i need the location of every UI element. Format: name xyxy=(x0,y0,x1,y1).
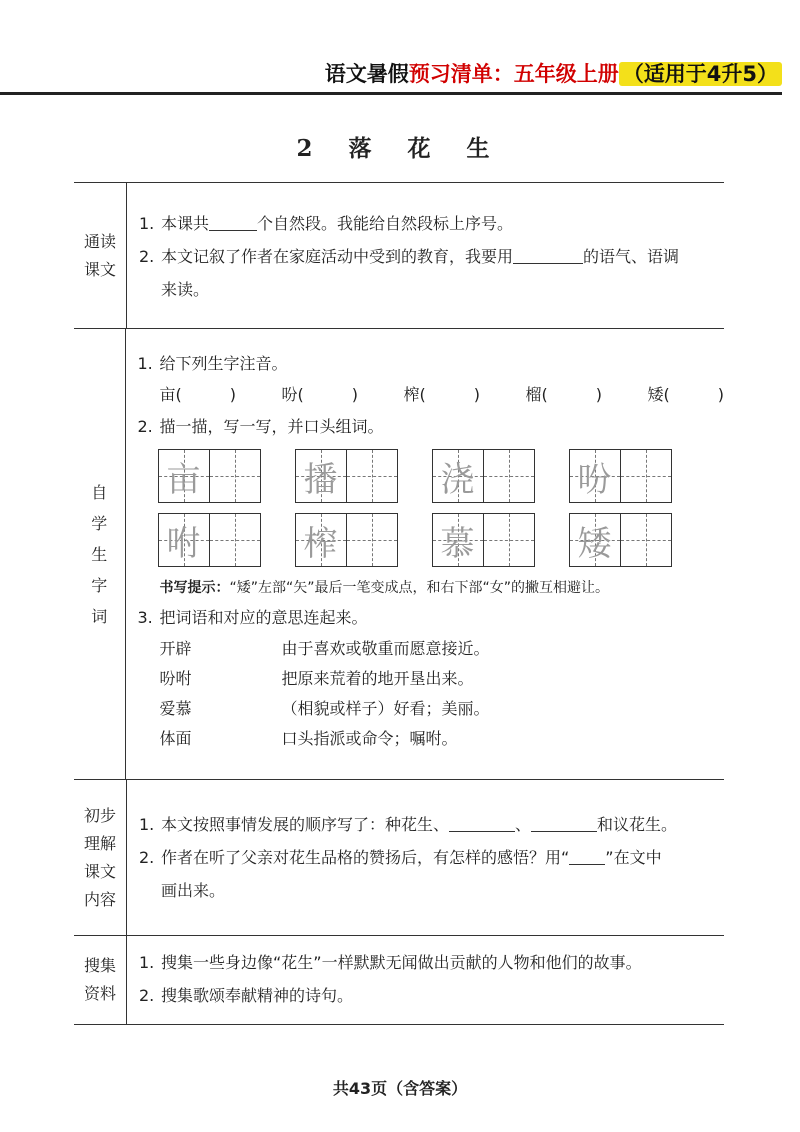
collect-item-2: 2. 搜集歌颂奉献精神的诗句。 xyxy=(139,986,354,1005)
writing-box xyxy=(432,513,535,567)
pinyin-blank[interactable]: 榨( ) xyxy=(403,385,480,404)
match-row xyxy=(138,634,725,664)
section-understand-label: 初步 理解 课文 内容 xyxy=(74,780,127,935)
write-cell[interactable] xyxy=(621,514,671,566)
writing-box xyxy=(158,449,261,503)
tone-blank[interactable] xyxy=(513,245,583,264)
match-row xyxy=(138,664,725,694)
writing-grid xyxy=(138,449,725,567)
trace-cell[interactable]: 咐 xyxy=(159,514,210,566)
write-cell[interactable] xyxy=(210,450,260,502)
writing-grid-row-1 xyxy=(158,449,725,503)
collect-item-1: 1. 搜集一些身边像“花生”一样默默无闻做出贡献的人物和他们的故事。 xyxy=(139,953,642,972)
write-cell[interactable] xyxy=(210,514,260,566)
read-item-1: 1. 本课共 个自然段。我能给自然段标上序号。 xyxy=(139,214,514,233)
write-cell[interactable] xyxy=(484,450,534,502)
trace-cell[interactable]: 浇 xyxy=(433,450,484,502)
lesson-title xyxy=(0,130,800,163)
section-collect xyxy=(74,936,724,1025)
writing-box xyxy=(569,513,672,567)
understand-item-2-cont: 画出来。 xyxy=(161,881,226,900)
match-word[interactable]: 体面 xyxy=(159,729,192,748)
match-row xyxy=(138,694,725,724)
trace-cell[interactable]: 慕 xyxy=(433,514,484,566)
match-meaning[interactable]: 由于喜欢或敬重而愿意接近。 xyxy=(281,639,490,658)
writing-grid-row-2 xyxy=(158,513,725,567)
write-cell[interactable] xyxy=(621,450,671,502)
read-item-2-cont: 来读。 xyxy=(161,280,210,299)
section-understand-content xyxy=(127,780,724,935)
match-word[interactable]: 爱慕 xyxy=(159,699,192,718)
plot-blank[interactable] xyxy=(531,813,597,832)
section-collect-label: 搜集 资料 xyxy=(74,936,127,1024)
header-title-grade: （适用于4升5） xyxy=(619,62,782,86)
writing-box xyxy=(295,513,398,567)
trace-cell[interactable]: 榨 xyxy=(296,514,347,566)
trace-cell[interactable]: 吩 xyxy=(570,450,621,502)
section-read-label: 通读 课文 xyxy=(74,183,127,328)
section-chars-content xyxy=(126,329,725,779)
paragraph-count-blank[interactable] xyxy=(209,212,257,231)
understand-item-1: 1. 本文按照事情发展的顺序写了：种花生、 、 和议花生。 xyxy=(139,815,678,834)
pinyin-blank[interactable]: 吩( ) xyxy=(281,385,358,404)
understand-item-2: 2. 作者在听了父亲对花生品格的赞扬后，有怎样的感悟？用“ ”在文中 xyxy=(139,848,662,867)
lesson-number: 2 xyxy=(296,135,327,162)
trace-cell[interactable]: 播 xyxy=(296,450,347,502)
section-chars xyxy=(74,329,724,780)
worksheet-table xyxy=(74,182,724,1025)
section-chars-label: 自 学 生 字 词 xyxy=(74,329,126,779)
header-title-part1: 语文暑假 xyxy=(324,62,409,86)
mark-symbol-blank[interactable] xyxy=(569,846,605,865)
chars-item-2: 2. 描一描，写一写，并口头组词。 xyxy=(137,417,384,436)
match-meaning[interactable]: 口头指派或命令；嘱咐。 xyxy=(281,729,458,748)
write-cell[interactable] xyxy=(484,514,534,566)
writing-box xyxy=(295,449,398,503)
chars-item-3: 3. 把词语和对应的意思连起来。 xyxy=(137,608,368,627)
read-item-2: 2. 本文记叙了作者在家庭活动中受到的教育，我要用 的语气、语调 xyxy=(139,247,680,266)
page-header xyxy=(0,0,800,96)
chars-item-1: 1. 给下列生字注音。 xyxy=(137,354,288,373)
lesson-name: 落 花 生 xyxy=(348,135,504,162)
match-word[interactable]: 吩咐 xyxy=(159,669,192,688)
writing-box xyxy=(569,449,672,503)
plot-blank[interactable] xyxy=(449,813,515,832)
pinyin-blank[interactable]: 矮( ) xyxy=(647,385,724,404)
match-meaning[interactable]: 把原来荒着的地开垦出来。 xyxy=(281,669,474,688)
writing-tip: 书写提示：“矮”左部“矢”最后一笔变成点，和右下部“女”的撇互相避让。 xyxy=(159,580,610,596)
header-title-part2: 预习清单：五年级上册 xyxy=(408,62,619,86)
match-meaning[interactable]: （相貌或样子）好看；美丽。 xyxy=(281,699,490,718)
match-row xyxy=(138,724,725,754)
trace-cell[interactable]: 亩 xyxy=(159,450,210,502)
pinyin-row xyxy=(138,380,725,410)
write-cell[interactable] xyxy=(347,450,397,502)
header-divider xyxy=(0,92,782,95)
writing-box xyxy=(432,449,535,503)
trace-cell[interactable]: 矮 xyxy=(570,514,621,566)
match-word[interactable]: 开辟 xyxy=(159,639,192,658)
pinyin-blank[interactable]: 亩( ) xyxy=(159,385,236,404)
section-read-content xyxy=(127,183,724,328)
write-cell[interactable] xyxy=(347,514,397,566)
pinyin-blank[interactable]: 榴( ) xyxy=(525,385,602,404)
section-understand xyxy=(74,780,724,936)
header-title xyxy=(325,58,782,88)
section-collect-content xyxy=(127,936,724,1024)
page-footer: 共43页（含答案） xyxy=(332,1079,468,1098)
writing-box xyxy=(158,513,261,567)
section-read xyxy=(74,183,724,329)
